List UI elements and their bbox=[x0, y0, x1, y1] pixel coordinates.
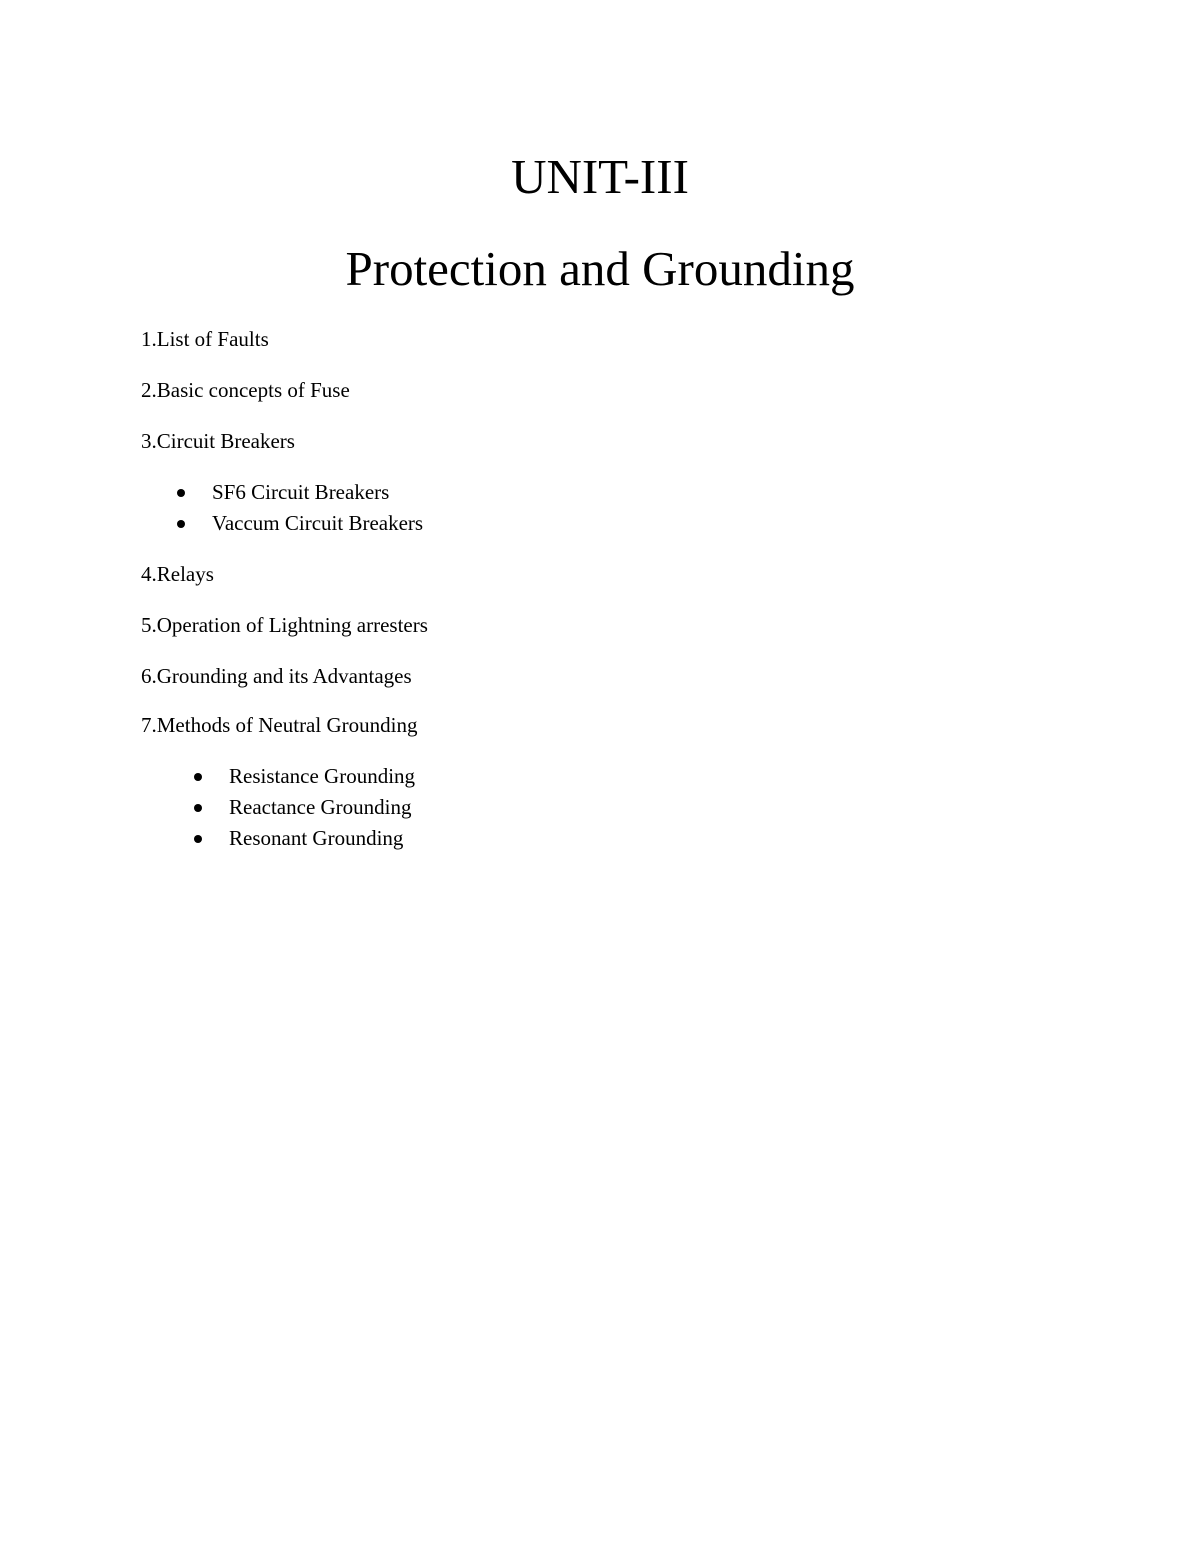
topic-item-2 bbox=[141, 380, 350, 401]
topic-item-1 bbox=[141, 329, 269, 350]
topic-label: Basic concepts of Fuse bbox=[156, 378, 350, 402]
unit-title: UNIT-III bbox=[511, 149, 689, 204]
bullet-dot-icon bbox=[194, 773, 202, 781]
subitem-label: Resonant Grounding bbox=[229, 826, 404, 850]
topic-label: List of Faults bbox=[156, 327, 269, 351]
topic-label: Grounding and its Advantages bbox=[156, 664, 412, 688]
subitem-label: Reactance Grounding bbox=[229, 795, 412, 819]
unit-subtitle: Protection and Grounding bbox=[345, 241, 855, 296]
topic-item-3 bbox=[141, 431, 295, 452]
bullet-dot-icon bbox=[194, 804, 202, 812]
topic-number: 4. bbox=[141, 562, 157, 586]
bullet-dot-icon bbox=[177, 489, 185, 497]
topic-label: Circuit Breakers bbox=[156, 429, 295, 453]
topic-item-6 bbox=[141, 666, 412, 687]
topic-number: 7. bbox=[141, 713, 157, 737]
topic-label: Operation of Lightning arresters bbox=[156, 613, 428, 637]
topic-label: Methods of Neutral Grounding bbox=[156, 713, 418, 737]
subitem-label: Vaccum Circuit Breakers bbox=[212, 511, 424, 535]
topic-number: 3. bbox=[141, 429, 157, 453]
topic-item-5 bbox=[141, 615, 428, 636]
bullet-dot-icon bbox=[177, 520, 185, 528]
topic-number: 5. bbox=[141, 613, 157, 637]
topic-item-4 bbox=[141, 564, 214, 585]
topic-label: Relays bbox=[156, 562, 214, 586]
topic-number: 6. bbox=[141, 664, 157, 688]
topic-number: 2. bbox=[141, 378, 157, 402]
topic-number: 1. bbox=[141, 327, 157, 351]
subitem-label: Resistance Grounding bbox=[229, 764, 416, 788]
subitem-label: SF6 Circuit Breakers bbox=[212, 480, 390, 504]
topic-item-7 bbox=[141, 715, 417, 736]
bullet-dot-icon bbox=[194, 835, 202, 843]
